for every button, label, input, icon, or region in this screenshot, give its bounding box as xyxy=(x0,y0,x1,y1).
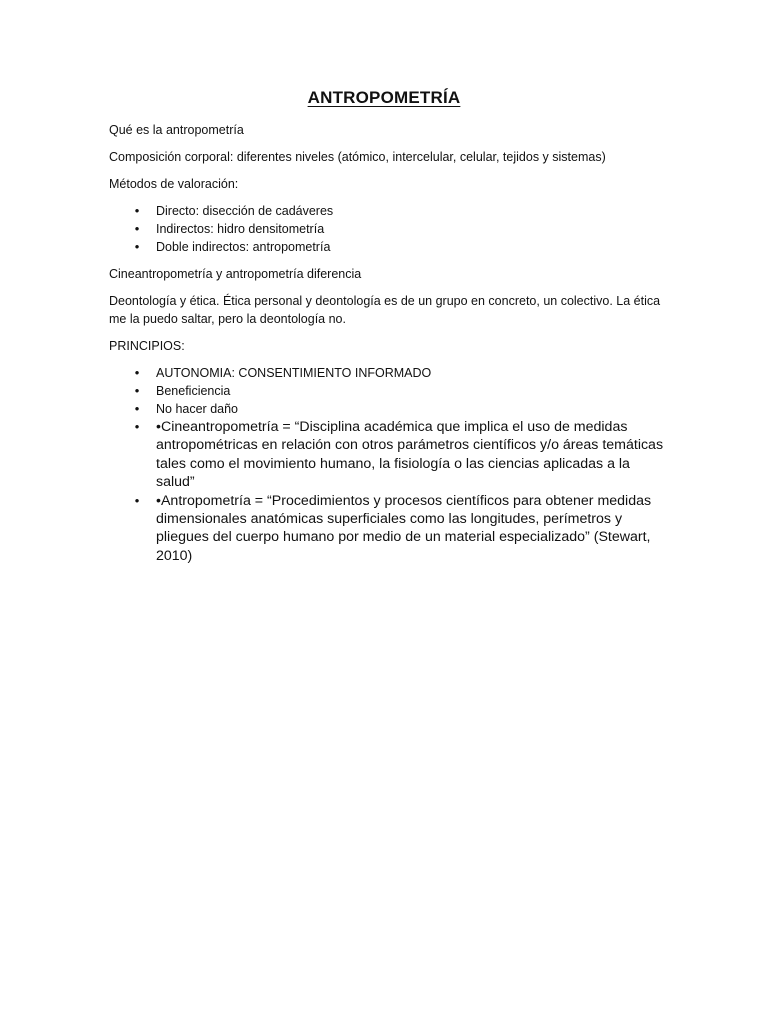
list-item-text: AUTONOMIA: CONSENTIMIENTO INFORMADO xyxy=(156,366,432,380)
list-item-text: •Antropometría = “Procedimientos y procesos científicos para obtener medidas dimensionales anatómicas superficiales como las longitudes, perímetros y pliegues del cuerpo humano por medio de un material especializado” (Stewart, 2010) xyxy=(156,492,652,564)
list-item xyxy=(109,238,669,256)
list-item xyxy=(109,364,669,382)
document-body xyxy=(109,121,669,574)
principles-list xyxy=(109,364,669,565)
list-item-text: Indirectos: hidro densitometría xyxy=(156,222,325,236)
document-title: ANTROPOMETRÍA xyxy=(307,88,461,107)
paragraph-principios: PRINCIPIOS: xyxy=(109,339,185,353)
list-item xyxy=(109,202,669,220)
paragraph-metodos: Métodos de valoración: xyxy=(109,177,239,191)
list-item xyxy=(109,418,669,492)
bullet-icon: • xyxy=(134,365,140,380)
bullet-icon: • xyxy=(134,239,140,254)
list-item-text: Doble indirectos: antropometría xyxy=(156,240,331,254)
list-item-text: •Cineantropometría = “Disciplina académica que implica el uso de medidas antropométricas en relación con otros parámetros científicos y/o áreas temáticas tales como el movimiento humano, la fisiología o las ciencias aplicadas a la salud” xyxy=(156,419,664,491)
paragraph-deontologia: Deontología y ética. Ética personal y deontología es de un grupo en concreto, un colectivo. La ética me la puedo saltar, pero la deontología no. xyxy=(109,294,661,326)
list-item xyxy=(109,382,669,400)
bullet-icon: • xyxy=(134,401,140,416)
paragraph-cineantropometria: Cineantropometría y antropometría diferencia xyxy=(109,267,362,281)
bullet-icon: • xyxy=(134,419,140,434)
paragraph-que-es: Qué es la antropometría xyxy=(109,123,244,137)
paragraph-composicion: Composición corporal: diferentes niveles (atómico, intercelular, celular, tejidos y sistemas) xyxy=(109,150,606,164)
methods-list xyxy=(109,202,669,256)
bullet-icon: • xyxy=(134,203,140,218)
bullet-icon: • xyxy=(134,221,140,236)
list-item xyxy=(109,220,669,238)
list-item xyxy=(109,400,669,418)
list-item xyxy=(109,492,669,566)
list-item-text: No hacer daño xyxy=(156,402,239,416)
bullet-icon: • xyxy=(134,383,140,398)
list-item-text: Directo: disección de cadáveres xyxy=(156,204,334,218)
list-item-text: Beneficiencia xyxy=(156,384,231,398)
bullet-icon: • xyxy=(134,492,140,508)
